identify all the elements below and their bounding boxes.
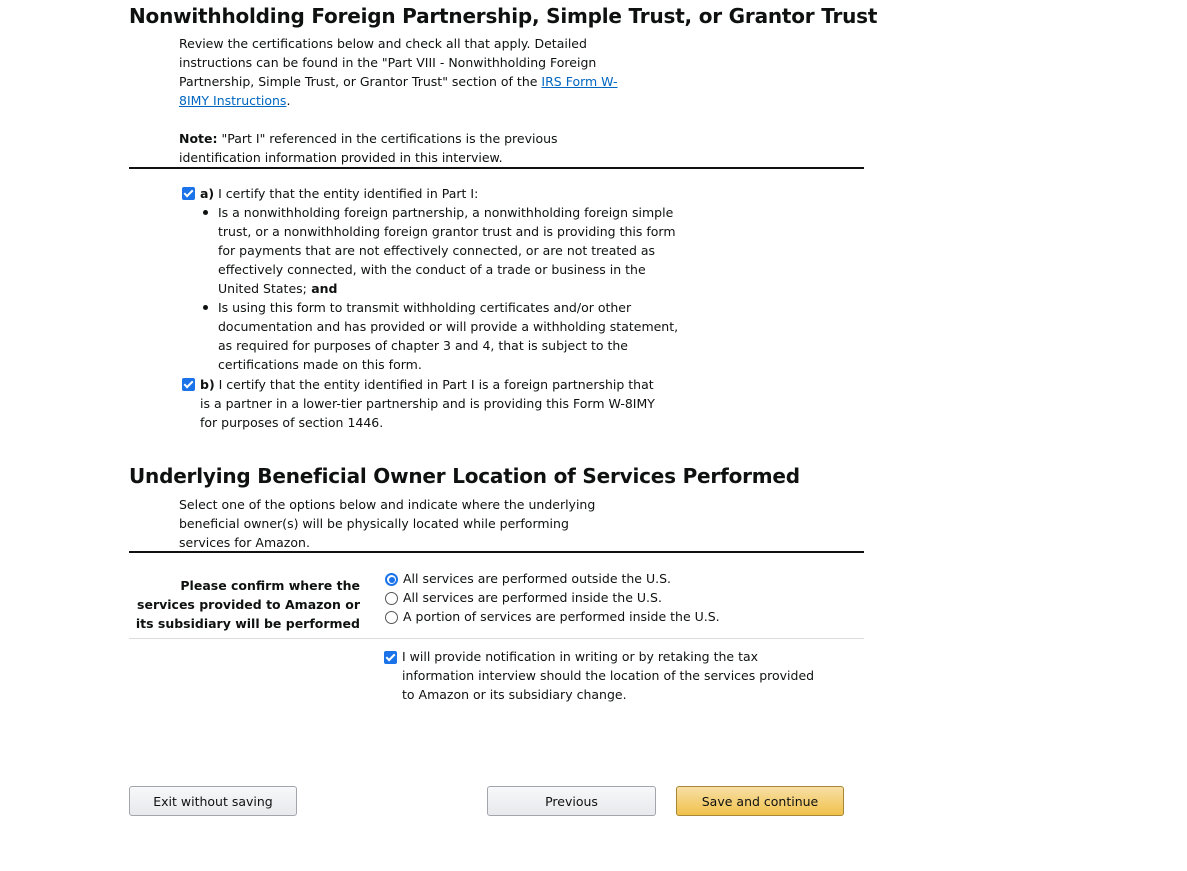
radio-outside-us-label[interactable]: All services are performed outside the U.S.: [403, 571, 671, 586]
section1-description-text: Review the certifications below and check all that apply. Detailed instructions can be found in the "Part VIII - Nonwithholding Foreign Partnership, Simple Trust, or Grantor Trust" section of the: [179, 36, 597, 89]
note-label: Note:: [179, 131, 218, 146]
cert-b-statement: I certify that the entity identified in Part I is a foreign partnership that is a partner in a lower-tier partnership and is providing this Form W-8IMY for purposes of section 1446.: [200, 377, 655, 430]
section1-description-end: .: [286, 93, 291, 108]
cert-b-checkbox[interactable]: [182, 378, 195, 391]
cert-a-checkbox[interactable]: [182, 187, 195, 200]
cert-a-statement: I certify that the entity identified in Part I:: [214, 186, 479, 201]
radio-portion-inside-us-label[interactable]: A portion of services are performed inside the U.S.: [403, 609, 720, 624]
radio-outside-us[interactable]: [385, 573, 398, 586]
radio-inside-us[interactable]: [385, 592, 398, 605]
note-text: "Part I" referenced in the certifications is the previous identification information provided in this interview.: [179, 131, 558, 165]
cert-a-bullet-1: [199, 203, 679, 298]
save-and-continue-button[interactable]: Save and continue: [676, 786, 844, 816]
cert-a-bullet-1-text: Is a nonwithholding foreign partnership, a nonwithholding foreign simple trust, or a nonwithholding foreign grantor trust and is providing this form for payments that are not effectively connected, or are not treated as effectively connected, with the conduct of a trade or business in the United States;: [218, 205, 676, 296]
previous-button[interactable]: Previous: [487, 786, 656, 816]
cert-b-text: [200, 375, 662, 432]
cert-a-bullet-2-text: Is using this form to transmit withholding certificates and/or other documentation and has provided or will provide a withholding statement, as required for purposes of chapter 3 and 4, that is subject to the certifications made on this form.: [218, 300, 679, 372]
section2-divider: [129, 551, 864, 553]
section1-divider: [129, 167, 864, 169]
notification-text: I will provide notification in writing or by retaking the tax information interview should the location of the services provided to Amazon or its subsidiary change.: [402, 649, 815, 702]
cert-a-label: a): [200, 186, 215, 201]
cert-a-bullet-1-and: and: [306, 281, 338, 296]
irs-instructions-link[interactable]: IRS Form W-8IMY Instructions: [179, 74, 618, 108]
cert-b-label: b): [200, 377, 215, 392]
section2-description: Select one of the options below and indicate where the underlying beneficial owner(s) will be physically located while performing services for Amazon.: [179, 497, 596, 550]
cert-a-bullet-2: [199, 298, 679, 374]
radio-portion-inside-us[interactable]: [385, 611, 398, 624]
section-title-beneficial-owner-location: Underlying Beneficial Owner Location of Services Performed: [129, 464, 800, 488]
cert-a-text: [200, 184, 680, 203]
section1-note: [179, 129, 639, 167]
services-location-question: Please confirm where the services provided to Amazon or its subsidiary will be performed: [135, 578, 360, 631]
notification-checkbox[interactable]: [384, 651, 397, 664]
radio-inside-us-label[interactable]: All services are performed inside the U.S.: [403, 590, 662, 605]
cert-a-bullets: [199, 203, 679, 374]
options-divider: [129, 638, 864, 639]
exit-without-saving-button[interactable]: Exit without saving: [129, 786, 297, 816]
section1-description: [179, 34, 639, 110]
section-title-nonwithholding: Nonwithholding Foreign Partnership, Simple Trust, or Grantor Trust: [129, 4, 878, 28]
